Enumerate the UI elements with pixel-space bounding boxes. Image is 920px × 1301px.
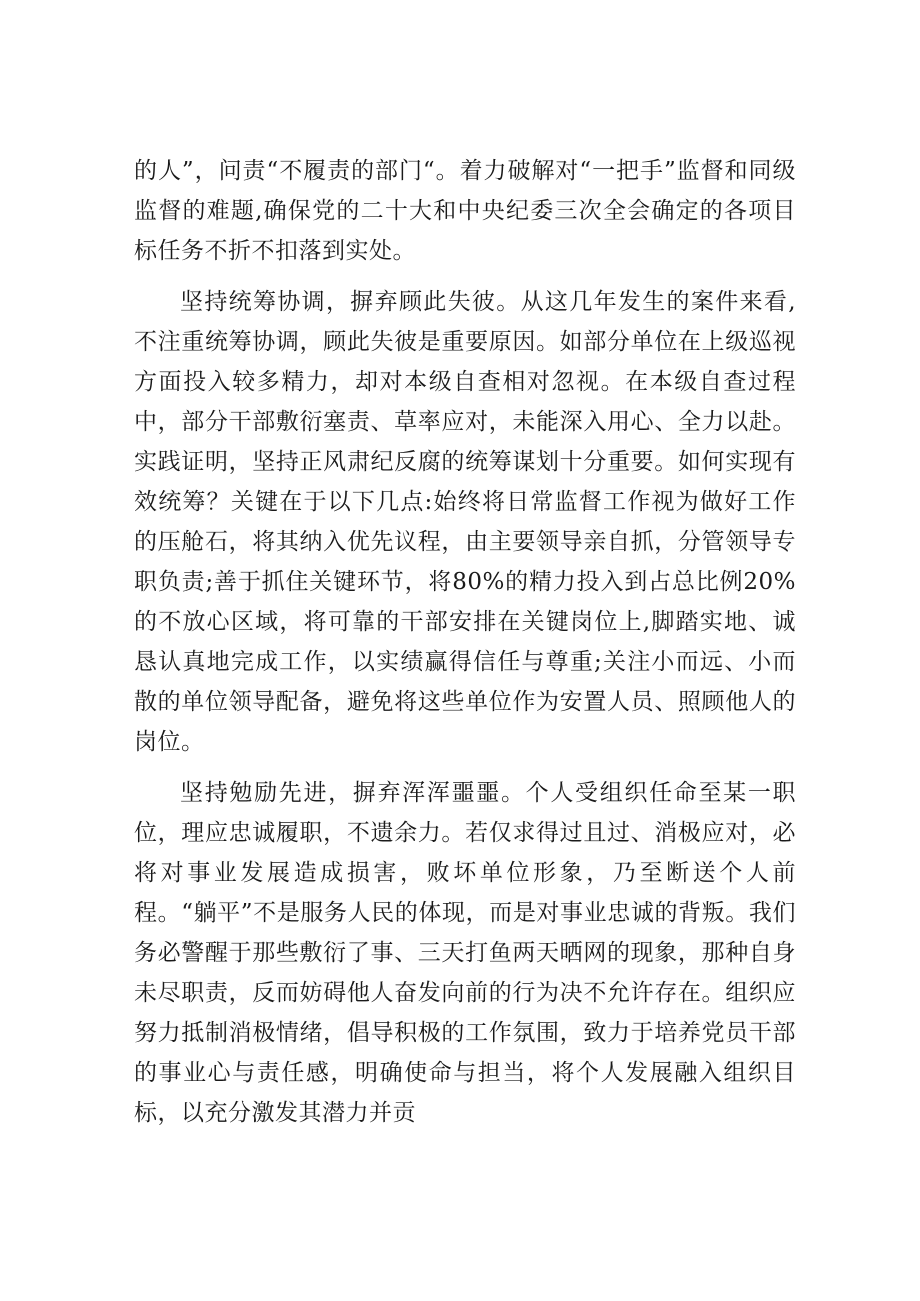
paragraph-continuation: 的人”，问责“不履责的部门“。着力破解对“一把手”监督和同级监督的难题,确保党的二十大和中央纪委三次全会确定的各项目标任务不折不扣落到实处。 [134,158,796,264]
paragraph-encouragement: 坚持勉励先进，摒弃浑浑噩噩。个人受组织任命至某一职位，理应忠诚履职，不遗余力。若仅求得过且过、消极应对，必将对事业发展造成损害，败坏单位形象，乃至断送个人前程。“躺平”不是服务人民的体现，而是对事业忠诚的背叛。我们务必警醒于那些敷衍了事、三天打鱼两天晒网的现象，那种自身未尽职责，反而妨碍他人奋发向前的行为决不允许存在。组织应努力抵制消极情绪，倡导积极的工作氛围，致力于培养党员干部的事业心与责任感，明确使命与担当，将个人发展融入组织目标，以充分激发其潜力并贡 [134,780,796,1126]
paragraph-coordination: 坚持统筹协调，摒弃顾此失彼。从这几年发生的案件来看,不注重统筹协调，顾此失彼是重要原因。如部分单位在上级巡视方面投入较多精力，却对本级自查相对忽视。在本级自查过程中，部分干部敷衍塞责、草率应对，未能深入用心、全力以赴。实践证明，坚持正风肃纪反腐的统筹谋划十分重要。如何实现有效统筹？关键在于以下几点:始终将日常监督工作视为做好工作的压舱石，将其纳入优先议程，由主要领导亲自抓，分管领导专职负责;善于抓住关键环节，将80%的精力投入到占总比例20%的不放心区域，将可靠的干部安排在关键岗位上,脚踏实地、诚恳认真地完成工作，以实绩赢得信任与尊重;关注小而远、小而散的单位领导配备，避免将这些单位作为安置人员、照顾他人的岗位。 [134,289,796,755]
document-body [134,151,796,1144]
